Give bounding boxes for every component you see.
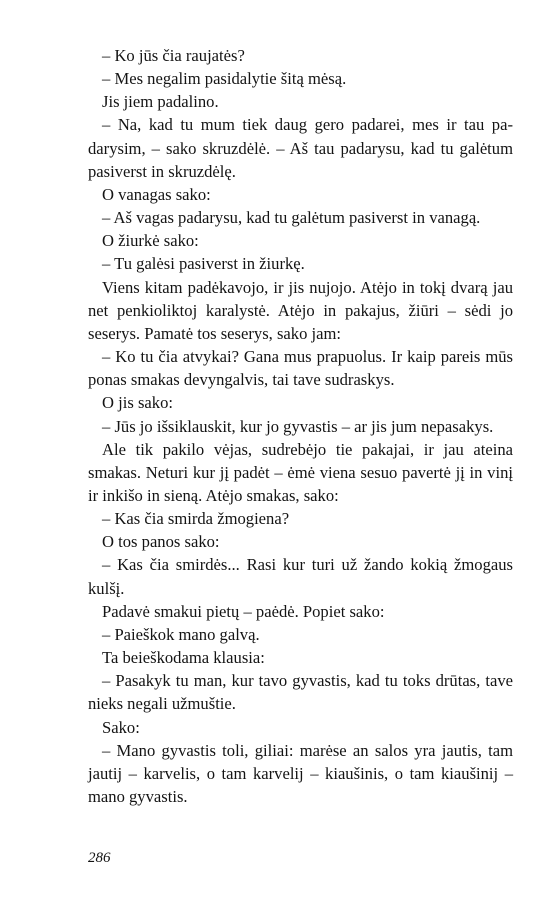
story-text bbox=[88, 44, 513, 808]
page-number: 286 bbox=[88, 850, 111, 866]
paragraph: – Aš vagas padarysu, kad tu galėtum pasiverst in vanagą. bbox=[102, 208, 481, 228]
paragraph: – Na, kad tu mum tiek daug gero padarei, mes ir tau padarysim, – sako skruzdėlė. – Aš tau padarysu, kad tu galėtum pasiverst in skruzdėlę. bbox=[88, 115, 513, 181]
paragraph: O jis sako: bbox=[102, 393, 173, 413]
paragraph: Ale tik pakilo vėjas, sudrebėjo tie pakajai, ir jau ateina smakas. Neturi kur jį padėt – ėmė viena sesuo pavertė jį in vinį ir inkišo in sieną. Atėjo smakas, sako: bbox=[88, 439, 513, 505]
paragraph: – Kas čia smirdės... Rasi kur turi už žando kokią žmogaus kulšį. bbox=[88, 555, 513, 598]
paragraph: – Ko jūs čia raujatės? bbox=[102, 46, 245, 65]
paragraph: – Mes negalim pasidalytie šitą mėsą. bbox=[102, 69, 347, 89]
paragraph: – Tu galėsi pasiverst in žiurkę. bbox=[102, 254, 305, 274]
paragraph: O vanagas sako: bbox=[102, 184, 211, 204]
paragraph: – Paieškok mano galvą. bbox=[102, 624, 260, 644]
paragraph: Sako: bbox=[102, 717, 140, 737]
paragraph: – Mano gyvastis toli, giliai: marėse an salos yra jautis, tam jautij – karvelis, o tam karvelij – kiaušinis, o tam kiaušinij – mano gyvastis. bbox=[88, 740, 513, 806]
paragraph: Padavė smakui pietų – paėdė. Popiet sako: bbox=[102, 601, 385, 621]
paragraph: Viens kitam padėkavojo, ir jis nujojo. Atėjo in tokį dvarą jau net penkioliktoj karalystė. Atėjo in pakajus, žiūri – sėdi jo seserys. Pamatė tos seserys, sako jam: bbox=[88, 277, 513, 343]
paragraph: – Kas čia smirda žmogiena? bbox=[102, 509, 290, 529]
paragraph: – Jūs jo išsiklauskit, kur jo gyvastis – ar jis jum nepasakys. bbox=[102, 416, 494, 436]
paragraph: – Ko tu čia atvykai? Gana mus prapuolus. Ir kaip pareis mūs ponas smakas devyngalvis, tai tave sudraskys. bbox=[88, 347, 513, 390]
paragraph: – Pasakyk tu man, kur tavo gyvastis, kad tu toks drūtas, tave nieks negali užmuštie. bbox=[88, 671, 513, 714]
paragraph: O žiurkė sako: bbox=[102, 231, 199, 251]
paragraph: O tos panos sako: bbox=[102, 532, 220, 552]
paragraph: Jis jiem padalino. bbox=[102, 92, 219, 112]
paragraph: Ta beieškodama klausia: bbox=[102, 648, 265, 668]
